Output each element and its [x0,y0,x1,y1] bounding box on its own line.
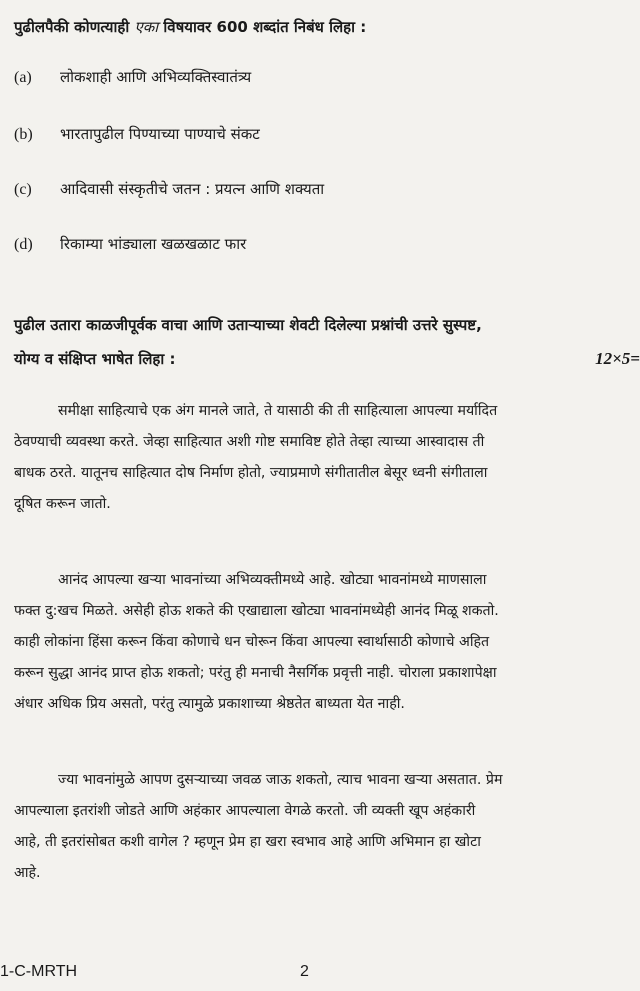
paragraph-line: ज्या भावनांमुळे आपण दुसऱ्याच्या जवळ जाऊ शकतो, त्याच भावना खऱ्या असतात. प्रेम [58,772,503,788]
option-marker: (d) [14,236,33,253]
essay-option-c [14,177,614,201]
option-text: लोकशाही आणि अभिव्यक्तिस्वातंत्र्य [60,68,252,86]
essay-option-a [14,65,614,89]
essay-heading-emphasis: एका [134,18,159,36]
paper-code: 1-C-MRTH [0,963,78,980]
option-marker: (c) [14,181,32,198]
paragraph-line: समीक्षा साहित्याचे एक अंग मानले जाते, ते यासाठी की ती साहित्याला आपल्या मर्यादित [58,403,498,419]
passage-paragraph-1 [14,396,632,520]
page-number: 2 [300,963,309,980]
essay-option-b [14,122,614,146]
paragraph-line: आपल्याला इतरांशी जोडते आणि अहंकार आपल्याला वेगळे करतो. जी व्यक्ती खूप अहंकारी [14,803,476,819]
paragraph-line: आहे, ती इतरांसोबत कशी वागेल ? म्हणून प्रेम हा खरा स्वभाव आहे आणि अभिमान हा खोटा [14,834,481,850]
paragraph-line: फक्त दु:खच मिळते. असेही होऊ शकते की एखाद्याला खोट्या भावनांमध्येही आनंद मिळू शकतो. [14,603,499,619]
paragraph-line: अंधार अधिक प्रिय असतो, परंतु त्यामुळे प्रकाशाच्या श्रेष्ठतेत बाध्यता येत नाही. [14,696,405,712]
paragraph-line: दूषित करून जातो. [14,496,111,512]
paragraph-line: करून सुद्धा आनंद प्राप्त होऊ शकतो; परंतु ही मनाची नैसर्गिक प्रवृत्ती नाही. चोराला प्रकाशापेक्षा [14,665,497,681]
paragraph-line: काही लोकांना हिंसा करून किंवा कोणाचे धन चोरून किंवा आपल्या स्वार्थासाठी कोणाचे अहित [14,634,490,650]
essay-heading-text-end: विषयावर 600 शब्दांत निबंध लिहा : [158,18,367,36]
essay-question-heading [14,16,624,38]
essay-heading-text-start: पुढीलपैकी कोणत्याही [14,18,135,36]
passage-paragraph-3 [14,765,632,889]
option-marker: (b) [14,126,33,143]
paragraph-line: बाधक ठरते. यातूनच साहित्यात दोष निर्माण होतो, ज्याप्रमाणे संगीतातील बेसूर ध्वनी संगीताला [14,465,488,481]
passage-heading-line-2: योग्य व संक्षिप्त भाषेत लिहा : [14,350,176,368]
option-text: रिकाम्या भांड्याला खळखळाट फार [60,235,247,253]
passage-question-heading [14,308,634,376]
option-marker: (a) [14,69,32,86]
passage-heading-line-1: पुढील उतारा काळजीपूर्वक वाचा आणि उताऱ्याच्या शेवटी दिलेल्या प्रश्नांची उत्तरे सुस्पष्ट, [14,316,482,334]
option-text: आदिवासी संस्कृतीचे जतन : प्रयत्न आणि शक्यता [60,180,325,198]
essay-option-d [14,232,614,256]
paragraph-line: आहे. [14,865,41,881]
option-text: भारतापुढील पिण्याच्या पाण्याचे संकट [60,125,260,143]
paragraph-line: ठेवण्याची व्यवस्था करते. जेव्हा साहित्यात अशी गोष्ट समाविष्ट होते तेव्हा त्याच्या आस्वादास ती [14,434,485,450]
marks-allocation: 12×5= [595,349,640,368]
passage-paragraph-2 [14,565,632,720]
paragraph-line: आनंद आपल्या खऱ्या भावनांच्या अभिव्यक्तीमध्ये आहे. खोट्या भावनांमध्ये माणसाला [58,572,487,588]
